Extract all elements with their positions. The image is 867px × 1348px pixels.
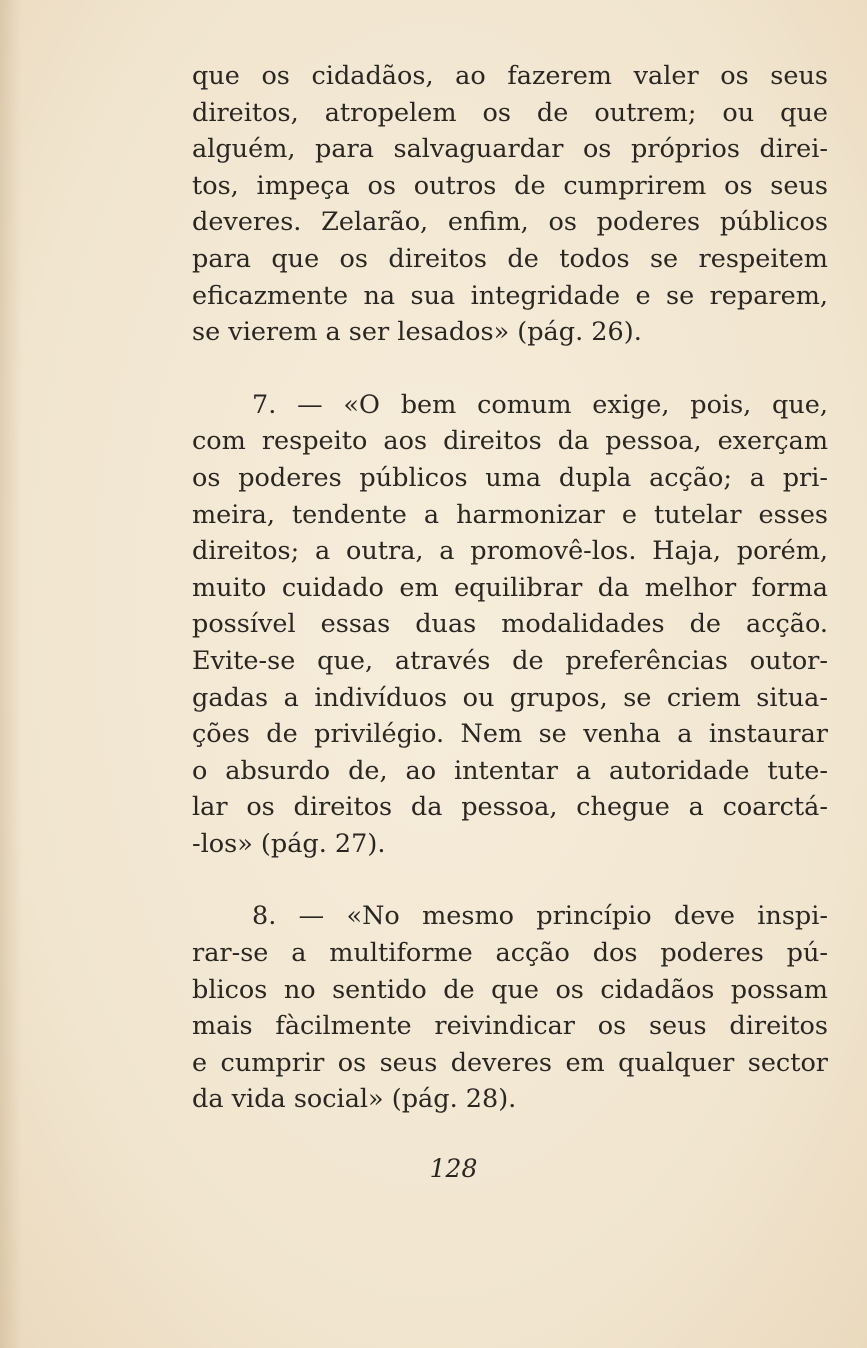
text-line: direitos; a outra, a promovê-los. Haja, porém, bbox=[192, 536, 828, 567]
text-line: da vida social» (pág. 28). bbox=[192, 1084, 517, 1115]
text-line: lar os direitos da pessoa, chegue a coarctá- bbox=[192, 792, 828, 823]
text-line: muito cuidado em equilibrar da melhor forma bbox=[192, 572, 828, 603]
text-line: e cumprir os seus deveres em qualquer sector bbox=[192, 1047, 828, 1078]
text-line: 7. — «O bem comum exige, pois, que, bbox=[252, 389, 828, 420]
text-line: o absurdo de, ao intentar a autoridade tute- bbox=[192, 755, 828, 786]
text-line: que os cidadãos, ao fazerem valer os seus bbox=[192, 61, 828, 91]
text-line: blicos no sentido de que os cidadãos possam bbox=[192, 974, 828, 1005]
text-line: se vierem a ser lesados» (pág. 26). bbox=[192, 317, 642, 348]
text-line: direitos, atropelem os de outrem; ou que bbox=[192, 97, 828, 128]
text-line: possível essas duas modalidades de acção. bbox=[192, 609, 828, 640]
paragraph-gap bbox=[192, 351, 828, 387]
text-line: gadas a indivíduos ou grupos, se criem situa- bbox=[192, 682, 828, 713]
text-line: com respeito aos direitos da pessoa, exerçam bbox=[192, 426, 828, 457]
text-line: eficazmente na sua integridade e se reparem, bbox=[192, 280, 828, 311]
paragraph-gap bbox=[192, 862, 828, 898]
text-line: meira, tendente a harmonizar e tutelar esses bbox=[192, 499, 828, 530]
body-text bbox=[192, 58, 828, 1118]
text-line: ções de privilégio. Nem se venha a instaurar bbox=[192, 719, 828, 750]
text-line: os poderes públicos uma dupla acção; a pri- bbox=[192, 462, 828, 493]
text-line: 8. — «No mesmo princípio deve inspi- bbox=[252, 901, 828, 932]
text-line: mais fàcilmente reivindicar os seus direitos bbox=[192, 1011, 828, 1042]
page-edge-shadow bbox=[0, 0, 22, 1348]
text-line: rar-se a multiforme acção dos poderes pú- bbox=[192, 938, 828, 969]
text-line: para que os direitos de todos se respeitem bbox=[192, 243, 828, 274]
page-number: 128 bbox=[429, 1154, 478, 1183]
text-line: alguém, para salvaguardar os próprios direi- bbox=[192, 134, 828, 165]
text-line: tos, impeça os outros de cumprirem os seus bbox=[192, 170, 828, 201]
text-line: deveres. Zelarão, enfim, os poderes públicos bbox=[192, 207, 828, 238]
text-line: Evite-se que, através de preferências outor- bbox=[192, 645, 828, 676]
text-line: -los» (pág. 27). bbox=[192, 828, 386, 859]
